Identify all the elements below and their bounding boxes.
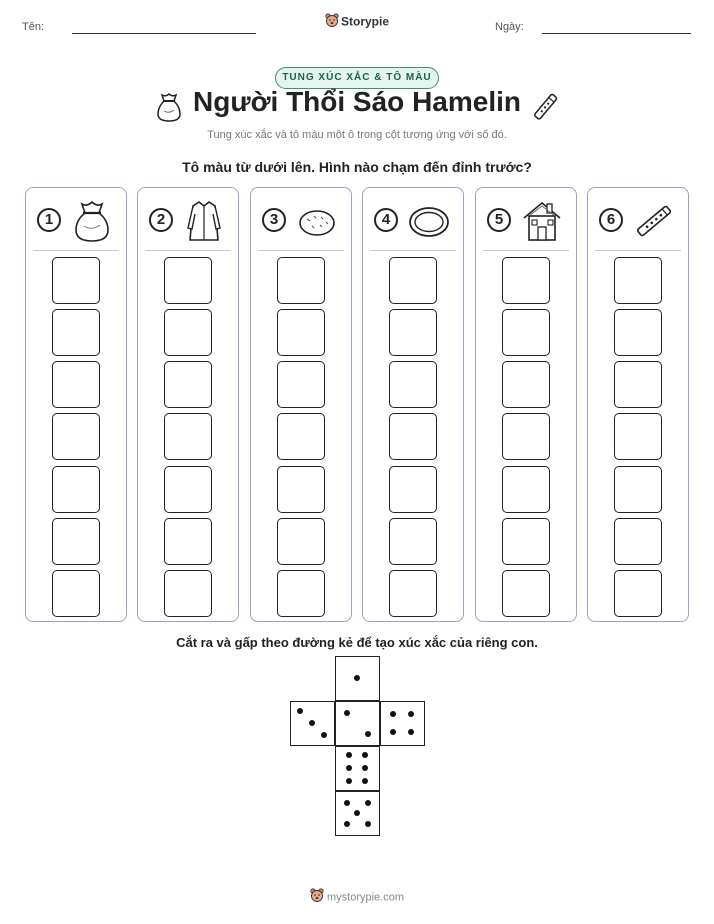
color-box[interactable] bbox=[389, 466, 437, 513]
die-pip bbox=[297, 708, 303, 714]
color-box[interactable] bbox=[277, 257, 325, 304]
color-box[interactable] bbox=[389, 361, 437, 408]
color-box[interactable] bbox=[164, 413, 212, 460]
color-box[interactable] bbox=[502, 466, 550, 513]
die-pip bbox=[365, 800, 371, 806]
page-title: Người Thổi Sáo Hamelin bbox=[193, 86, 521, 117]
color-box[interactable] bbox=[389, 570, 437, 617]
color-box[interactable] bbox=[502, 413, 550, 460]
footer-url: mystorypie.com bbox=[326, 891, 405, 904]
die-pip bbox=[321, 732, 327, 738]
name-line[interactable] bbox=[72, 33, 256, 34]
cut-instruction: Cắt ra và gấp theo đường kẻ để tạo xúc xắc của riêng con. bbox=[176, 635, 538, 650]
die-pip bbox=[365, 731, 371, 737]
color-box[interactable] bbox=[502, 309, 550, 356]
die-pip bbox=[408, 711, 414, 717]
die-pip bbox=[309, 720, 315, 726]
die-pip bbox=[362, 752, 368, 758]
column-divider bbox=[370, 250, 456, 251]
column-1 bbox=[25, 187, 127, 622]
color-box[interactable] bbox=[277, 570, 325, 617]
color-box[interactable] bbox=[52, 257, 100, 304]
color-box[interactable] bbox=[614, 257, 662, 304]
subtitle: Tung xúc xắc và tô màu một ô trong cột tương ứng với số đó. bbox=[207, 129, 507, 141]
column-number: 4 bbox=[374, 208, 398, 232]
die-pip bbox=[346, 778, 352, 784]
column-divider bbox=[145, 250, 231, 251]
color-box[interactable] bbox=[52, 361, 100, 408]
color-box[interactable] bbox=[614, 361, 662, 408]
color-box[interactable] bbox=[614, 413, 662, 460]
instruction: Tô màu từ dưới lên. Hình nào chạm đến đỉnh trước? bbox=[182, 159, 532, 175]
bread-icon bbox=[295, 198, 339, 244]
color-box[interactable] bbox=[277, 413, 325, 460]
color-box[interactable] bbox=[502, 518, 550, 565]
die-pip bbox=[390, 711, 396, 717]
color-box[interactable] bbox=[277, 466, 325, 513]
die-face-5 bbox=[335, 791, 380, 836]
color-box[interactable] bbox=[52, 413, 100, 460]
column-divider bbox=[258, 250, 344, 251]
column-divider bbox=[483, 250, 569, 251]
die-pip bbox=[346, 765, 352, 771]
column-divider bbox=[595, 250, 681, 251]
die-pip bbox=[344, 821, 350, 827]
die-pip bbox=[344, 710, 350, 716]
column-number: 6 bbox=[599, 208, 623, 232]
bear-icon bbox=[325, 13, 339, 32]
die-pip bbox=[344, 800, 350, 806]
die-pip bbox=[390, 729, 396, 735]
color-box[interactable] bbox=[164, 309, 212, 356]
column-number: 2 bbox=[149, 208, 173, 232]
die-pip bbox=[362, 765, 368, 771]
die-face-3 bbox=[290, 701, 335, 746]
die-pip bbox=[408, 729, 414, 735]
color-box[interactable] bbox=[52, 309, 100, 356]
brand-logo bbox=[0, 13, 714, 32]
color-box[interactable] bbox=[164, 570, 212, 617]
color-box[interactable] bbox=[52, 518, 100, 565]
column-divider bbox=[33, 250, 119, 251]
activity-badge: TUNG XÚC XẮC & TÔ MÀU bbox=[275, 67, 439, 89]
column-4 bbox=[362, 187, 464, 622]
color-box[interactable] bbox=[164, 361, 212, 408]
color-box[interactable] bbox=[389, 257, 437, 304]
color-box[interactable] bbox=[277, 361, 325, 408]
die-face-4 bbox=[380, 701, 425, 746]
column-5 bbox=[475, 187, 577, 622]
color-box[interactable] bbox=[164, 466, 212, 513]
column-number: 5 bbox=[487, 208, 511, 232]
column-number: 3 bbox=[262, 208, 286, 232]
color-box[interactable] bbox=[389, 309, 437, 356]
date-label: Ngày: bbox=[495, 21, 524, 33]
die-face-1 bbox=[335, 656, 380, 701]
column-number: 1 bbox=[37, 208, 61, 232]
die-face-2 bbox=[335, 701, 380, 746]
color-box[interactable] bbox=[277, 518, 325, 565]
column-2 bbox=[137, 187, 239, 622]
color-box[interactable] bbox=[389, 413, 437, 460]
die-pip bbox=[354, 675, 360, 681]
die-pip bbox=[346, 752, 352, 758]
plate-icon bbox=[407, 198, 451, 244]
color-box[interactable] bbox=[502, 361, 550, 408]
sack-icon bbox=[70, 198, 114, 244]
die-pip bbox=[362, 778, 368, 784]
color-box[interactable] bbox=[164, 518, 212, 565]
flute-icon bbox=[632, 198, 676, 244]
date-line[interactable] bbox=[542, 33, 691, 34]
bear-icon bbox=[310, 888, 324, 907]
footer bbox=[0, 888, 714, 907]
house-icon bbox=[520, 198, 564, 244]
die-pip bbox=[354, 810, 360, 816]
column-6 bbox=[587, 187, 689, 622]
name-label: Tên: bbox=[22, 21, 45, 33]
color-box[interactable] bbox=[389, 518, 437, 565]
color-box[interactable] bbox=[52, 466, 100, 513]
column-3 bbox=[250, 187, 352, 622]
color-box[interactable] bbox=[614, 466, 662, 513]
brand-name: Storypie bbox=[340, 14, 389, 29]
die-face-6 bbox=[335, 746, 380, 791]
color-box[interactable] bbox=[502, 570, 550, 617]
color-box[interactable] bbox=[52, 570, 100, 617]
color-box[interactable] bbox=[614, 570, 662, 617]
color-box[interactable] bbox=[614, 518, 662, 565]
color-box[interactable] bbox=[502, 257, 550, 304]
die-pip bbox=[365, 821, 371, 827]
color-box[interactable] bbox=[164, 257, 212, 304]
color-box[interactable] bbox=[614, 309, 662, 356]
color-box[interactable] bbox=[277, 309, 325, 356]
robe-icon bbox=[182, 198, 226, 244]
flute-icon bbox=[531, 91, 561, 128]
